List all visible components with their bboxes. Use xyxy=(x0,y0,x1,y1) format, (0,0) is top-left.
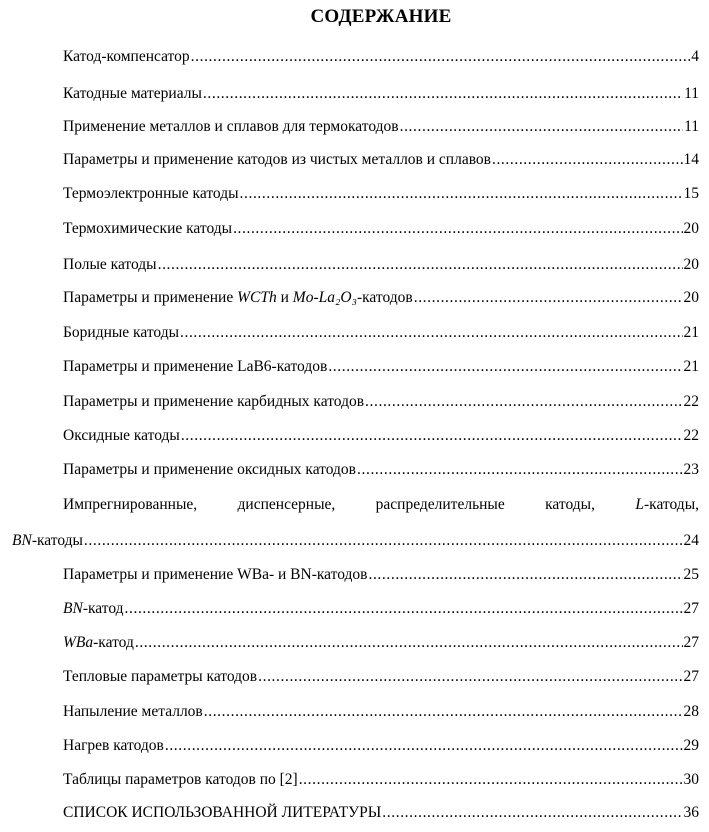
toc-entry-label: Боридные катоды xyxy=(63,324,179,341)
toc-entry-page: 30 xyxy=(683,771,699,788)
dot-leader xyxy=(135,634,683,652)
toc-entry-page: 20 xyxy=(683,220,699,237)
toc-entry-page: 15 xyxy=(683,185,699,202)
toc-entry[interactable] xyxy=(63,393,699,411)
toc-entry[interactable] xyxy=(63,804,699,822)
dot-leader xyxy=(357,461,682,479)
label-word: Импрегнированные, xyxy=(63,496,198,513)
dot-leader xyxy=(368,566,682,584)
label-italic-part: BN xyxy=(12,532,32,549)
toc-entry-label xyxy=(63,634,134,652)
toc-entry-label: Напыление металлов xyxy=(63,703,203,720)
label-italic-part: Mo-La₂O₃ xyxy=(292,289,357,306)
dot-leader xyxy=(258,668,682,686)
label-part: и xyxy=(276,289,293,306)
toc-entry-label: Параметры и применение катодов из чистых металлов и сплавов xyxy=(63,151,491,168)
label-part: -катоды, xyxy=(644,496,699,513)
toc-entry-page: 27 xyxy=(683,600,699,617)
toc-entry-line2[interactable] xyxy=(12,532,699,550)
label-part: Параметры и применение xyxy=(63,289,238,306)
toc-entry[interactable] xyxy=(63,118,699,136)
toc-entry[interactable] xyxy=(63,220,699,238)
toc-entry-label: Катод-компенсатор xyxy=(63,48,190,65)
toc-entry-label: Катодные материалы xyxy=(63,85,202,102)
label-italic-part: WCTh xyxy=(237,289,277,306)
toc-entry[interactable] xyxy=(63,600,699,618)
toc-entry-page: 11 xyxy=(684,118,699,135)
dot-leader xyxy=(165,737,683,755)
toc-entry[interactable] xyxy=(63,358,699,376)
toc-entry-label: Параметры и применение WBa- и BN-катодов xyxy=(63,566,368,583)
label-word: диспенсерные, xyxy=(237,496,336,513)
toc-entry[interactable] xyxy=(63,703,699,721)
dot-leader xyxy=(204,703,683,721)
toc-entry-label: Нагрев катодов xyxy=(63,737,164,754)
toc-entry[interactable] xyxy=(63,668,699,686)
dot-leader xyxy=(382,804,682,822)
toc-entry-page: 27 xyxy=(683,634,699,651)
dot-leader xyxy=(158,256,683,274)
toc-entry[interactable] xyxy=(63,324,699,342)
toc-entry-label: Тепловые параметры катодов xyxy=(63,668,258,685)
toc-entry-page: 14 xyxy=(683,151,699,168)
dot-leader xyxy=(240,185,683,203)
dot-leader xyxy=(125,600,683,618)
dot-leader xyxy=(181,427,683,445)
toc-entry[interactable] xyxy=(63,461,699,479)
toc-entry[interactable] xyxy=(63,48,699,66)
toc-entry-page: 36 xyxy=(683,804,699,821)
label-word xyxy=(635,496,699,514)
label-part: -катодов xyxy=(356,289,413,306)
toc-entry-page: 23 xyxy=(683,461,699,478)
label-word: катоды, xyxy=(545,496,595,513)
toc-entry-label: Параметры и применение LaB6-катодов xyxy=(63,358,328,375)
toc-entry-label: Применение металлов и сплавов для термокатодов xyxy=(63,118,399,135)
toc-entry-label: Термоэлектронные катоды xyxy=(63,185,239,202)
toc-entry-label xyxy=(63,289,413,307)
toc-title: СОДЕРЖАНИЕ xyxy=(310,6,452,27)
toc-entry-label xyxy=(12,532,83,550)
toc-entry-label: Термохимические катоды xyxy=(63,220,233,237)
dot-leader xyxy=(328,358,682,376)
toc-entry-page: 27 xyxy=(683,668,699,685)
toc-entry[interactable] xyxy=(63,185,699,203)
toc-entry-page: 24 xyxy=(683,532,699,549)
toc-entry-page: 4 xyxy=(691,48,699,65)
toc-entry-label: Оксидные катоды xyxy=(63,427,180,444)
toc-entry[interactable] xyxy=(63,85,699,103)
toc-entry-label: Параметры и применение оксидных катодов xyxy=(63,461,357,478)
toc-entry[interactable] xyxy=(63,634,699,652)
toc-entry[interactable] xyxy=(63,256,699,274)
label-italic-part: L xyxy=(635,496,644,513)
label-part: -катоды xyxy=(31,532,83,549)
dot-leader xyxy=(84,532,683,550)
toc-entry-page: 25 xyxy=(683,566,699,583)
toc-entry-label: Полые катоды xyxy=(63,256,157,273)
toc-entry[interactable] xyxy=(63,427,699,445)
label-italic-part: BN xyxy=(63,600,83,617)
dot-leader xyxy=(191,48,691,66)
toc-entry-page: 20 xyxy=(683,289,699,306)
toc-entry[interactable] xyxy=(63,289,699,307)
toc-entry-label xyxy=(63,600,124,618)
dot-leader xyxy=(400,118,683,136)
label-word: распределительные xyxy=(375,496,505,513)
toc-entry-page: 22 xyxy=(683,427,699,444)
toc-entry-page: 21 xyxy=(683,358,699,375)
toc-entry-label: СПИСОК ИСПОЛЬЗОВАННОЙ ЛИТЕРАТУРЫ xyxy=(63,804,382,821)
toc-entry[interactable] xyxy=(63,771,699,789)
dot-leader xyxy=(414,289,683,307)
toc-entry[interactable] xyxy=(63,151,699,169)
toc-entry[interactable] xyxy=(63,737,699,755)
label-part: -катод xyxy=(93,634,134,651)
dot-leader xyxy=(203,85,683,103)
toc-entry-label: Параметры и применение карбидных катодов xyxy=(63,393,365,410)
toc-entry-page: 21 xyxy=(683,324,699,341)
dot-leader xyxy=(492,151,683,169)
toc-entry-page: 29 xyxy=(683,737,699,754)
dot-leader xyxy=(180,324,683,342)
toc-entry-label: Таблицы параметров катодов по [2] xyxy=(63,771,298,788)
toc-entry[interactable] xyxy=(63,566,699,584)
toc-entry-page: 28 xyxy=(683,703,699,720)
label-part: -катод xyxy=(82,600,124,617)
toc-entry-page: 22 xyxy=(683,393,699,410)
dot-leader xyxy=(365,393,682,411)
toc-entry-line1[interactable] xyxy=(63,496,699,514)
label-italic-part: WBa xyxy=(63,634,94,651)
toc-entry-page: 11 xyxy=(684,85,699,102)
toc-entry-page: 20 xyxy=(683,256,699,273)
dot-leader xyxy=(233,220,682,238)
dot-leader xyxy=(299,771,683,789)
